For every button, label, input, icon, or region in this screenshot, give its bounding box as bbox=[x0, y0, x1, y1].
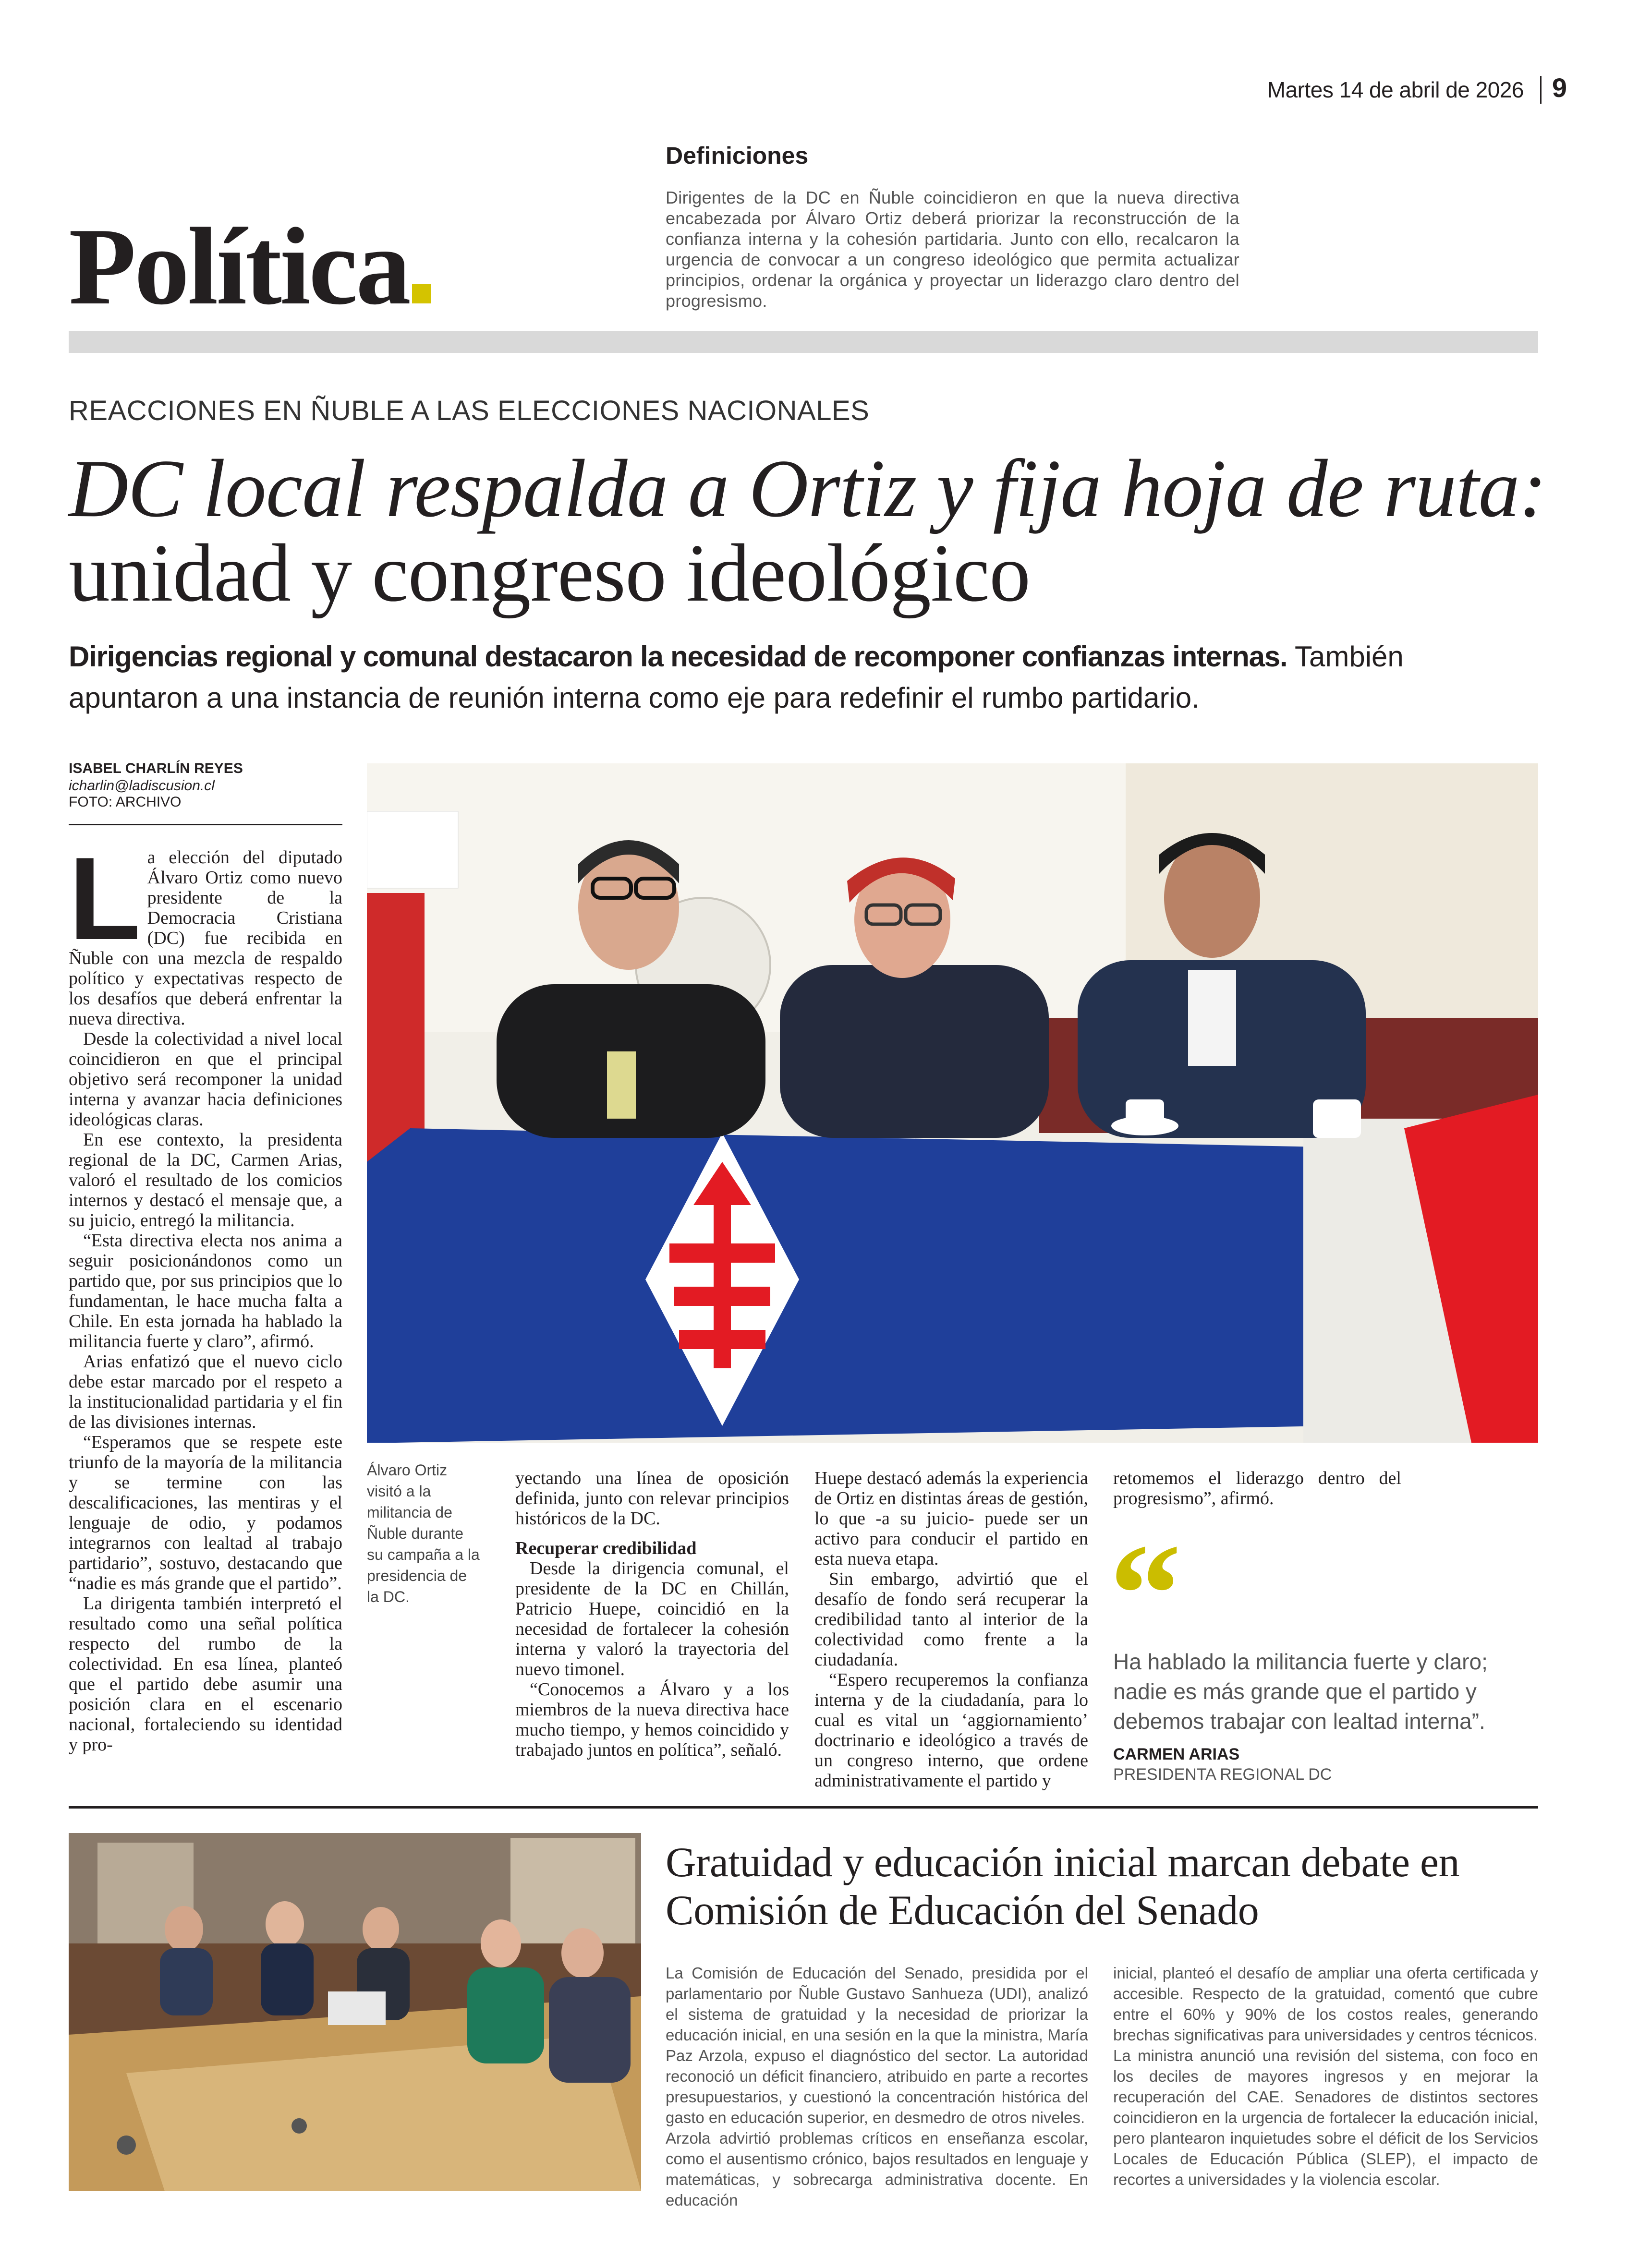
header-divider bbox=[1540, 76, 1542, 104]
article-column-4 bbox=[1113, 1468, 1401, 1508]
paragraph: “Esta directiva electa nos anima a seguir posicionándonos como un partido que, por sus principios que lo fundamentan, le hace mucha falta a Chile. En esta jornada ha hablado la militancia fuerte y claro”, afirmó. bbox=[69, 1231, 342, 1351]
headline-italic: DC local respalda a Ortiz y fija hoja de ruta: bbox=[69, 443, 1546, 534]
page-number: 9 bbox=[1552, 72, 1567, 103]
article-photo bbox=[367, 763, 1538, 1443]
article-column-2 bbox=[515, 1468, 789, 1760]
paragraph: En ese contexto, la presidenta regional de la DC, Carmen Arias, valoró el resultado de los comicios internos y destacó el mensaje que, a su juicio, entregó la militancia. bbox=[69, 1130, 342, 1231]
paragraph: La Comisión de Educación del Senado, presidida por el parlamentario por Ñuble Gustavo Sanhueza (UDI), analizó el sistema de gratuidad y la necesidad de priorizar la educación inicial, en una sesión en la que la ministra, María Paz Arzola, expuso el diagnóstico del sector. La autoridad reconoció un déficit financiero, atribuido en parte a recortes presupuestarios, y cuestionó la concentración histórica del gasto en educación superior, en desmedro de otros niveles. bbox=[666, 1964, 1088, 2126]
article2-headline: Gratuidad y educación inicial marcan debate en Comisión de Educación del Senado bbox=[666, 1839, 1460, 1934]
article-kicker: REACCIONES EN ÑUBLE A LAS ELECCIONES NACIONALES bbox=[69, 395, 870, 426]
issue-date: Martes 14 de abril de 2026 bbox=[1267, 77, 1524, 102]
pull-quote: Ha hablado la militancia fuerte y claro; nadie es más grande que el partido y debemos trabajar con lealtad interna”. bbox=[1113, 1649, 1488, 1734]
paragraph: La elección del diputado Álvaro Ortiz como nuevo presidente de la Democracia Cristiana (DC) fue recibida en Ñuble con una mezcla de respaldo político y expectativas respecto de los desafíos que deberá enfrentar la nueva directiva. bbox=[69, 832, 342, 1029]
quote-marks-icon: “ bbox=[1109, 1514, 1181, 1674]
article-headline bbox=[69, 443, 1557, 619]
article-lead bbox=[69, 636, 1538, 719]
paragraph: Arzola advirtió problemas críticos en enseñanza escolar, como el ausentismo crónico, bajos resultados en lenguaje y matemáticas, y sobrecarga administrativa docente. En educación bbox=[666, 2129, 1088, 2209]
byline-photo-credit: FOTO: ARCHIVO bbox=[69, 794, 182, 810]
byline-email[interactable]: icharlin@ladiscusion.cl bbox=[69, 778, 215, 794]
lead-rest: También apuntaron a una instancia de reunión interna como eje para redefinir el rumbo partidario. bbox=[69, 640, 1404, 714]
paragraph: Arias enfatizó que el nuevo ciclo debe estar marcado por el respeto a la institucionalidad partidaria y el fin de las divisiones internas. bbox=[69, 1351, 342, 1432]
paragraph: Desde la colectividad a nivel local coincidieron en que el principal objetivo será recomponer la unidad interna y avanzar hacia definiciones ideológicas claras. bbox=[69, 1029, 342, 1130]
section-title: Política bbox=[69, 211, 431, 322]
subheading: Recuperar credibilidad bbox=[515, 1538, 697, 1558]
article-column-1 bbox=[69, 832, 342, 1755]
paragraph: La dirigenta también interpretó el resultado como una señal política respecto del rumbo de la colectividad. En esa línea, planteó que el partido debe asumir una posición clara en el escenario nacional, fortaleciendo su identidad y pro- bbox=[69, 1593, 342, 1755]
byline-author: ISABEL CHARLÍN REYES bbox=[69, 760, 243, 776]
article-column-3 bbox=[814, 1468, 1088, 1791]
definitions-title: Definiciones bbox=[666, 142, 809, 169]
section-accent-square bbox=[412, 284, 431, 303]
article-divider bbox=[69, 1806, 1538, 1809]
paragraph: yectando una línea de oposición definida, junto con relevar principios históricos de la DC. bbox=[515, 1468, 789, 1529]
definitions-text: Dirigentes de la DC en Ñuble coincidieron en que la nueva directiva encabezada por Álvaro Ortiz deberá priorizar la reconstrucción de la confianza interna y la cohesión partidaria. Junto con ello, recalcaron la urgencia de convocar a un congreso ideológico que permita actualizar principios, ordenar la orgánica y proyectar un liderazgo claro dentro del progresismo. bbox=[666, 188, 1239, 311]
byline-rule bbox=[69, 824, 342, 825]
paragraph: retomemos el liderazgo dentro del progresismo”, afirmó. bbox=[1113, 1468, 1401, 1508]
pull-quote-author: CARMEN ARIAS bbox=[1113, 1745, 1240, 1763]
paragraph: Desde la dirigencia comunal, el presidente de la DC en Chillán, Patricio Huepe, coincidió en la necesidad de fortalecer la cohesión interna y valoró la trayectoria del nuevo timonel. bbox=[515, 1558, 789, 1679]
paragraph: Huepe destacó además la experiencia de Ortiz en distintas áreas de gestión, lo que -a su juicio- puede ser un activo para conducir el partido en esta nueva etapa. bbox=[814, 1468, 1088, 1569]
article2-photo bbox=[69, 1833, 641, 2191]
paragraph: “Esperamos que se respete este triunfo de la mayoría de la militancia y se termine con las descalificaciones, las mentiras y el lenguaje de odio, y podamos integrarnos con lealtad al trabajo partidario”, sostuvo, destacando que “nadie es más grande que el partido”. bbox=[69, 1432, 342, 1593]
paragraph: “Conocemos a Álvaro y a los miembros de la nueva directiva hace mucho tiempo, y hemos coincidido y trabajado juntos en política”, señaló. bbox=[515, 1679, 789, 1760]
headline-roman: unidad y congreso ideológico bbox=[69, 528, 1031, 619]
paragraph: La ministra anunció una revisión del sistema, con foco en los deciles de mayores ingresos y en mejorar la recuperación del CAE. Senadores de distintos sectores coincidieron en la urgencia de fortalecer la educación inicial, pero plantearon inquietudes sobre el déficit de los Servicios Locales de Educación Pública (SLEP), el impacto de recortes a universidades y la violencia escolar. bbox=[1113, 2047, 1538, 2188]
paragraph: “Espero recuperemos la confianza interna y de la ciudadanía, para lo cual es vital un ‘aggiornamiento’ doctrinario e ideológico a través de un congreso interno, que ordene administrativamente el partido y bbox=[814, 1670, 1088, 1791]
photo-caption: Álvaro Ortiz visitó a la militancia de Ñuble durante su campaña a la presidencia de la DC. bbox=[367, 1461, 480, 1605]
article2-column-2 bbox=[1113, 1963, 1538, 2190]
article2-column-1 bbox=[666, 1963, 1088, 2210]
paragraph: Sin embargo, advirtió que el desafío de fondo será recuperar la credibilidad tanto al interior de la colectividad como frente a la ciudadanía. bbox=[814, 1569, 1088, 1670]
drop-cap: L bbox=[69, 832, 141, 964]
section-band bbox=[69, 331, 1538, 353]
paragraph: inicial, planteó el desafío de ampliar una oferta certificada y accesible. Respecto de la gratuidad, comentó que cubre entre el 60% y 90% de los costos reales, generando brechas significativas para universidades y centros técnicos. bbox=[1113, 1964, 1538, 2044]
lead-bold: Dirigencias regional y comunal destacaron la necesidad de recomponer confianzas internas. bbox=[69, 640, 1287, 673]
pull-quote-role: PRESIDENTA REGIONAL DC bbox=[1113, 1765, 1332, 1784]
